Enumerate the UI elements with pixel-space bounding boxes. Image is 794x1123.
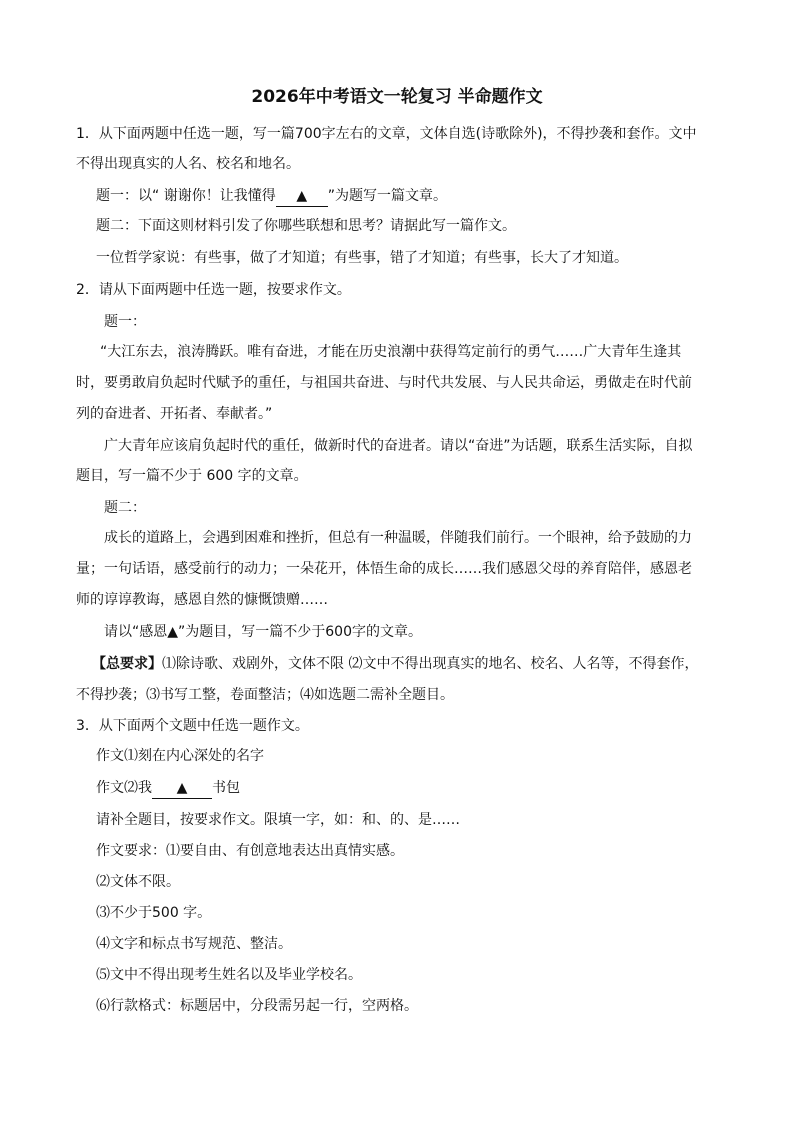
q1-line1: 1．从下面两题中任选一题，写一篇700字左右的文章，文体自选(诗歌除外)，不得抄袭和套作。文中	[76, 126, 697, 142]
q1-topic2: 题二：下面这则材料引发了你哪些联想和思考？请据此写一篇作文。	[96, 218, 516, 234]
q2-topic2-label: 题二：	[104, 500, 146, 516]
q2-p3-line2: 量；一句话语，感受前行的动力；一朵花开，体悟生命的成长……我们感恩父母的养育陪伴，感恩老	[76, 561, 692, 577]
q3-requirement-6: ⑹行款格式：标题居中，分段需另起一行，空两格。	[96, 998, 418, 1014]
q3-requirement-5: ⑸文中不得出现考生姓名以及毕业学校名。	[96, 967, 362, 983]
q3-requirement-3: ⑶不少于500 字。	[96, 905, 212, 921]
q2-p3-line3: 师的谆谆教诲，感恩自然的慷慨馈赠……	[76, 592, 328, 608]
q3-head: 3．从下面两个文题中任选一题作文。	[76, 718, 309, 734]
q2-requirements-label: 【总要求】	[92, 656, 162, 672]
q1-material: 一位哲学家说：有些事，做了才知道；有些事，错了才知道；有些事，长大了才知道。	[96, 250, 628, 266]
q3-requirement-1: 作文要求：⑴要自由、有创意地表达出真情实感。	[96, 843, 404, 859]
q2-requirements-text: ⑴除诗歌、戏剧外，文体不限 ⑵文中不得出现真实的地名、校名、人名等，不得套作，	[162, 656, 699, 672]
q1-topic1-post: ”为题写一篇文章。	[327, 188, 447, 204]
q2-p1-line1: “大江东去，浪涛腾跃。唯有奋进，才能在历史浪潮中获得笃定前行的勇气……广大青年生逢其	[100, 344, 682, 360]
q3-option2-blank: ▲	[152, 778, 212, 799]
q2-p2-line2: 题目，写一篇不少于 600 字的文章。	[76, 468, 308, 484]
q2-p3-line1: 成长的道路上，会遇到困难和挫折，但总有一种温暖，伴随我们前行。一个眼神，给予鼓励的力	[104, 530, 692, 546]
q1-topic1-blank: ▲	[276, 186, 328, 207]
q3-option1: 作文⑴刻在内心深处的名字	[96, 748, 264, 764]
q2-p4: 请以“感恩▲”为题目，写一篇不少于600字的文章。	[104, 624, 422, 640]
q2-topic1-label: 题一：	[104, 314, 146, 330]
q3-fill-instruction: 请补全题目，按要求作文。限填一字，如：和、的、是……	[96, 812, 460, 828]
q3-option2-pre: 作文⑵我	[96, 780, 152, 796]
q2-head: 2．请从下面两题中任选一题，按要求作文。	[76, 282, 351, 298]
q2-requirements-line1	[92, 654, 698, 674]
document-title: 2026年中考语文一轮复习 半命题作文	[251, 87, 543, 107]
q3-requirement-2: ⑵文体不限。	[96, 874, 180, 890]
q2-p1-line3: 列的奋进者、开拓者、奉献者。”	[76, 406, 273, 422]
q2-p1-line2: 时，要勇敢肩负起时代赋予的重任，与祖国共奋进、与时代共发展、与人民共命运，勇做走在时代前	[76, 375, 692, 391]
q3-option2	[96, 778, 240, 799]
q2-requirements-line2: 不得抄袭；⑶书写工整，卷面整洁；⑷如选题二需补全题目。	[76, 687, 454, 703]
q3-option2-post: 书包	[212, 780, 240, 796]
q1-topic1-pre: 题一：以“ 谢谢你！让我懂得	[96, 188, 276, 204]
q3-requirement-4: ⑷文字和标点书写规范、整洁。	[96, 936, 292, 952]
q2-p2-line1: 广大青年应该肩负起时代的重任，做新时代的奋进者。请以“奋进”为话题，联系生活实际，自拟	[104, 438, 693, 454]
q1-line2: 不得出现真实的人名、校名和地名。	[76, 156, 300, 172]
q1-topic1	[96, 186, 447, 207]
